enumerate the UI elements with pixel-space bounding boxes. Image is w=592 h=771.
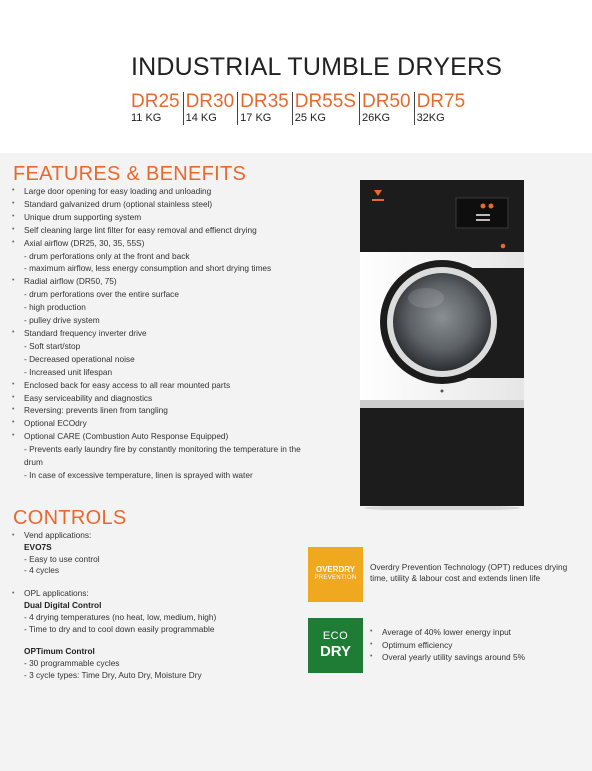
model-capacity: 32KG bbox=[416, 112, 445, 124]
ecodry-benefits bbox=[370, 626, 585, 664]
feature-subitem: - In case of excessive temperature, linen is sprayed with water bbox=[24, 469, 253, 480]
controls-heading: CONTROLS bbox=[13, 507, 127, 529]
feature-item: • Optional CARE (Combustion Auto Response Equipped) bbox=[12, 430, 312, 443]
feature-item: • Radial airflow (DR50, 75) bbox=[12, 275, 312, 288]
feature-item: • Enclosed back for easy access to all rear mounted parts bbox=[12, 379, 312, 392]
feature-subitem: - drum perforations only at the front and back bbox=[24, 250, 190, 261]
feature-subitem: - pulley drive system bbox=[24, 315, 100, 326]
feature-subitem: - drum perforations over the entire surface bbox=[24, 289, 179, 300]
model-dr25 bbox=[131, 92, 183, 125]
model-dr75 bbox=[414, 92, 469, 125]
feature-item: • Standard galvanized drum (optional stainless steel) bbox=[12, 198, 312, 211]
feature-subitem: - high production bbox=[24, 302, 86, 313]
feature-item: • Optional ECOdry bbox=[12, 417, 312, 430]
model-dr30 bbox=[183, 92, 238, 125]
vend-label: • Vend applications: bbox=[12, 530, 302, 542]
model-dr35 bbox=[237, 92, 292, 125]
overdry-prevention-badge bbox=[308, 547, 363, 602]
model-capacity: 25 KG bbox=[294, 112, 326, 124]
feature-item: • Unique drum supporting system bbox=[12, 211, 312, 224]
model-capacity: 17 KG bbox=[240, 112, 272, 124]
features-heading: FEATURES & BENEFITS bbox=[13, 163, 247, 185]
control-subitem: - 30 programmable cycles bbox=[24, 658, 120, 669]
overdry-description: Overdry Prevention Technology (OPT) reduces drying time, utility & labour cost and extends linen life bbox=[370, 562, 568, 583]
feature-item: • Self cleaning large lint filter for easy removal and effienct drying bbox=[12, 224, 312, 237]
feature-subitem: - Increased unit lifespan bbox=[24, 366, 113, 377]
vend-model: EVO7S bbox=[24, 541, 52, 552]
badge-title: OVERDRY bbox=[315, 565, 356, 574]
control-subitem: - 3 cycle types: Time Dry, Auto Dry, Moisture Dry bbox=[24, 669, 202, 680]
model-name: DR30 bbox=[185, 91, 235, 112]
dual-control-title: Dual Digital Control bbox=[24, 599, 102, 610]
badge-title: ECO bbox=[322, 630, 349, 642]
opl-label: • OPL applications: bbox=[12, 588, 302, 600]
model-name: DR25 bbox=[131, 91, 180, 112]
optimum-control-title: OPTimum Control bbox=[24, 646, 95, 657]
ecodry-item: • Overal yearly utility savings around 5% bbox=[370, 651, 585, 664]
feature-subitem: - Decreased operational noise bbox=[24, 353, 135, 364]
control-subitem: - 4 cycles bbox=[24, 565, 60, 576]
control-subitem: - 4 drying temperatures (no heat, low, medium, high) bbox=[24, 611, 217, 622]
feature-item: • Axial airflow (DR25, 30, 35, 55S) bbox=[12, 237, 312, 250]
model-name: DR35 bbox=[240, 91, 289, 112]
feature-subitem: - Soft start/stop bbox=[24, 340, 81, 351]
model-dr50 bbox=[359, 92, 414, 125]
badge-subtitle: DRY bbox=[319, 643, 352, 660]
model-capacity: 14 KG bbox=[185, 112, 217, 124]
feature-item: • Standard frequency inverter drive bbox=[12, 327, 312, 340]
feature-subitem: - Prevents early laundry fire by constantly monitoring the temperature in the drum bbox=[24, 444, 301, 468]
features-list bbox=[12, 185, 312, 482]
controls-list bbox=[12, 530, 302, 682]
feature-item: • Reversing: prevents linen from tangling bbox=[12, 404, 312, 417]
model-name: DR55S bbox=[294, 91, 356, 112]
ecodry-item: • Average of 40% lower energy input bbox=[370, 626, 585, 639]
feature-item: • Large door opening for easy loading and unloading bbox=[12, 185, 312, 198]
model-capacity: 26KG bbox=[361, 112, 391, 124]
tumble-dryer-image bbox=[360, 180, 524, 510]
model-capacity: 11 KG bbox=[131, 112, 162, 124]
ecodry-badge bbox=[308, 618, 363, 673]
control-subitem: - Time to dry and to cool down easily programmable bbox=[24, 623, 215, 634]
control-subitem: - Easy to use control bbox=[24, 553, 100, 564]
page-title: INDUSTRIAL TUMBLE DRYERS bbox=[131, 53, 503, 81]
model-name: DR75 bbox=[416, 91, 466, 112]
model-dr55s bbox=[292, 92, 359, 125]
feature-item: • Easy serviceability and diagnostics bbox=[12, 392, 312, 405]
ecodry-item: • Optimum efficiency bbox=[370, 639, 585, 652]
model-list bbox=[131, 92, 468, 125]
model-name: DR50 bbox=[361, 91, 411, 112]
badge-subtitle: PREVENTION bbox=[314, 575, 357, 581]
feature-subitem: - maximum airflow, less energy consumption and short drying times bbox=[24, 263, 272, 274]
